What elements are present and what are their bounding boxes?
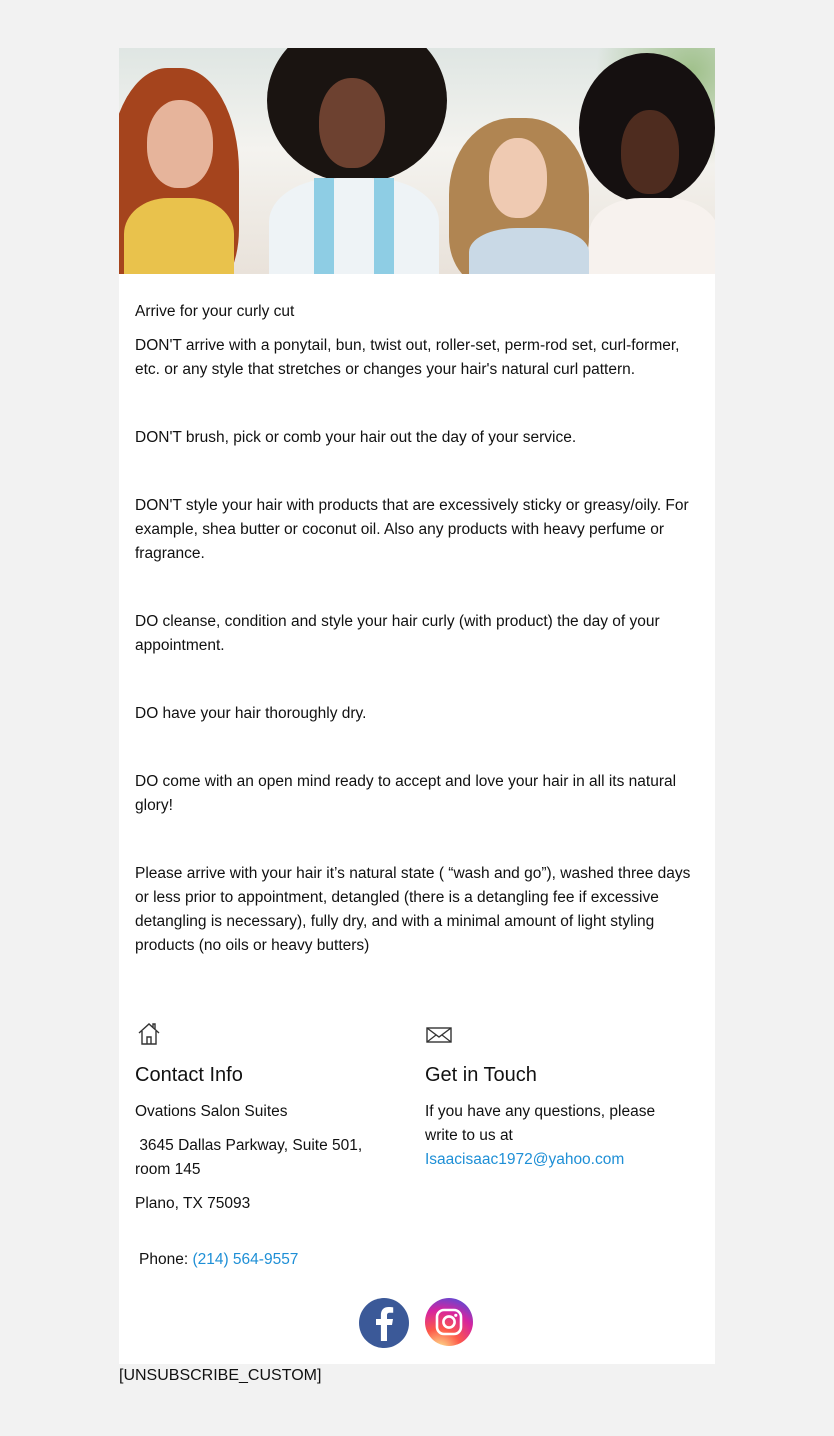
unsubscribe-link[interactable]: [UNSUBSCRIBE_CUSTOM] bbox=[119, 1367, 322, 1384]
email-link[interactable]: Isaacisaac1972@yahoo.com bbox=[425, 1151, 625, 1168]
social-links bbox=[359, 1298, 479, 1348]
phone-line bbox=[139, 1248, 298, 1272]
city-state-zip: Plano, TX 75093 bbox=[135, 1195, 251, 1212]
arrival-note: Please arrive with your hair it’s natural state ( “wash and go”), washed three days or less prior to appointment, detangled (there is a detangling fee if excessive detangling is necessary), fully dry, and with a minimal amount of light styling products (no oils or heavy butters) bbox=[135, 865, 691, 954]
rule-4: DO cleanse, condition and style your hair curly (with product) the day of your appointment. bbox=[135, 613, 660, 654]
email-card bbox=[119, 48, 715, 1364]
get-in-touch bbox=[425, 1020, 685, 1182]
instructions bbox=[119, 274, 715, 958]
instructions-title: Arrive for your curly cut bbox=[135, 303, 295, 320]
address-line: 3645 Dallas Parkway, Suite 501, room 145 bbox=[135, 1137, 367, 1178]
touch-description: If you have any questions, please write to us at bbox=[425, 1103, 656, 1144]
touch-heading: Get in Touch bbox=[425, 1064, 537, 1086]
phone-label: Phone: bbox=[139, 1251, 193, 1268]
phone-link[interactable]: (214) 564-9557 bbox=[192, 1251, 299, 1268]
business-name: Ovations Salon Suites bbox=[135, 1103, 288, 1120]
contact-heading: Contact Info bbox=[135, 1064, 243, 1086]
facebook-icon[interactable] bbox=[359, 1298, 409, 1348]
contact-info bbox=[135, 1020, 395, 1226]
rule-1: DON'T arrive with a ponytail, bun, twist out, roller-set, perm-rod set, curl-former, etc. or any style that stretches or changes your hair's natural curl pattern. bbox=[135, 337, 680, 378]
rule-5: DO have your hair thoroughly dry. bbox=[135, 705, 367, 722]
instagram-icon[interactable] bbox=[425, 1298, 473, 1346]
home-icon bbox=[135, 1020, 163, 1048]
envelope-icon bbox=[425, 1020, 453, 1048]
touch-text bbox=[425, 1100, 685, 1172]
rule-6: DO come with an open mind ready to accept and love your hair in all its natural glory! bbox=[135, 773, 677, 814]
rule-2: DON'T brush, pick or comb your hair out the day of your service. bbox=[135, 429, 577, 446]
rule-3: DON'T style your hair with products that are excessively sticky or greasy/oily. For example, shea butter or coconut oil. Also any products with heavy perfume or fragrance. bbox=[135, 497, 689, 562]
hero-image bbox=[119, 48, 715, 274]
